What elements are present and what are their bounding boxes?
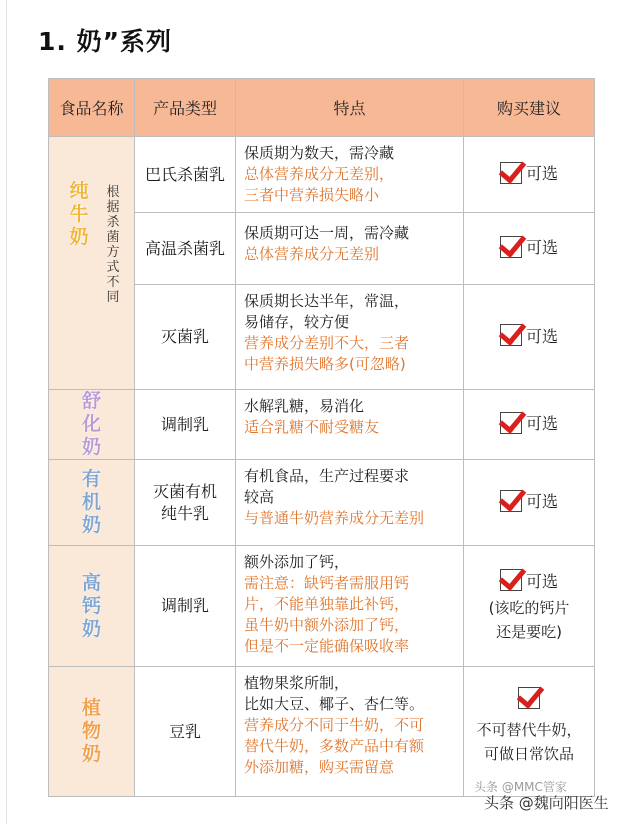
features-cell — [236, 460, 464, 546]
feature-line: 保质期可达一周，需冷藏 — [244, 224, 410, 242]
category-name-shuhua-milk: 舒化奶 — [81, 390, 101, 458]
page-left-rule — [6, 0, 7, 824]
advice-cell — [464, 137, 595, 213]
table-header-row — [49, 79, 595, 137]
header-advice: 购买建议 — [464, 79, 595, 137]
category-shuhua-milk — [49, 390, 135, 460]
features-cell — [236, 390, 464, 460]
advice-cell — [464, 460, 595, 546]
table-row — [49, 460, 595, 546]
feature-line: 水解乳糖，易消化 — [244, 397, 365, 415]
feature-highlight: 总体营养成分无差别 — [244, 245, 380, 263]
product-type: 豆乳 — [135, 667, 236, 797]
feature-highlight: 虽牛奶中额外添加了钙， — [244, 616, 410, 634]
features-cell — [236, 285, 464, 390]
advice-note: (该吃的钙片 — [488, 599, 570, 618]
advice-text: 可选 — [525, 414, 558, 434]
feature-line: 额外添加了钙， — [244, 553, 350, 571]
advice-text: 可选 — [525, 164, 558, 184]
feature-highlight: 营养成分不同于牛奶，不可 — [244, 716, 425, 734]
header-product-type: 产品类型 — [135, 79, 236, 137]
advice-text: 可选 — [525, 571, 558, 591]
check-icon — [500, 324, 522, 346]
advice-text: 可选 — [525, 492, 558, 512]
features-cell — [236, 546, 464, 667]
features-cell — [236, 213, 464, 285]
feature-line: 保质期长达半年，常温， — [244, 292, 410, 310]
feature-line: 易储存，较方便 — [244, 313, 350, 331]
header-food-name: 食品名称 — [49, 79, 135, 137]
author-credit: 头条 @魏向阳医生 — [484, 794, 609, 812]
feature-line: 保质期为数天，需冷藏 — [244, 144, 395, 162]
product-type: 调制乳 — [135, 546, 236, 667]
category-name-organic-milk: 有机奶 — [81, 468, 101, 536]
table-row — [49, 546, 595, 667]
product-type: 高温杀菌乳 — [135, 213, 236, 285]
advice-cell — [464, 667, 595, 797]
check-icon — [500, 569, 522, 591]
feature-highlight: 但是不一定能确保吸收率 — [244, 637, 410, 655]
table-row — [49, 667, 595, 797]
feature-line: 有机食品，生产过程要求 — [244, 467, 410, 485]
page-title: 1. 奶”系列 — [38, 27, 173, 56]
category-note-sterilization: 根据杀菌方式不同 — [106, 185, 120, 305]
product-type-line: 纯牛乳 — [160, 503, 209, 523]
feature-highlight: 需注意：缺钙者需服用钙 — [244, 574, 410, 592]
product-type-line: 灭菌有机 — [152, 481, 217, 501]
product-type: 调制乳 — [135, 390, 236, 460]
feature-highlight: 三者中营养损失略小 — [244, 186, 380, 204]
product-type — [135, 460, 236, 546]
feature-highlight: 片，不能单独靠此补钙， — [244, 595, 410, 613]
feature-line: 较高 — [244, 488, 275, 506]
advice-cell — [464, 546, 595, 667]
feature-highlight: 与普通牛奶营养成分无差别 — [244, 509, 425, 527]
header-features: 特点 — [236, 79, 464, 137]
advice-note: 可做日常饮品 — [483, 745, 574, 763]
advice-cell — [464, 285, 595, 390]
category-name-plant-milk: 植物奶 — [81, 697, 101, 765]
feature-line: 植物果浆所制， — [244, 674, 350, 692]
dairy-table-wrapper — [48, 78, 594, 797]
dairy-comparison-table — [48, 78, 595, 797]
feature-highlight: 中营养损失略多(可忽略) — [244, 355, 406, 373]
feature-highlight: 替代牛奶，多数产品中有额 — [244, 737, 425, 755]
advice-note: 还是要吃) — [496, 623, 562, 642]
advice-text: 可选 — [525, 238, 558, 258]
table-row — [49, 137, 595, 213]
feature-highlight: 适合乳糖不耐受糖友 — [244, 418, 380, 436]
feature-line: 比如大豆、椰子、杏仁等。 — [244, 695, 425, 713]
check-icon — [500, 162, 522, 184]
category-organic-milk — [49, 460, 135, 546]
advice-cell — [464, 390, 595, 460]
product-type: 巴氏杀菌乳 — [135, 137, 236, 213]
category-pure-milk — [49, 137, 135, 390]
product-type: 灭菌乳 — [135, 285, 236, 390]
check-icon — [500, 490, 522, 512]
category-calcium-milk — [49, 546, 135, 667]
watermark-text: 头条 @MMC管家 — [474, 780, 567, 794]
feature-highlight: 总体营养成分无差别， — [244, 165, 395, 183]
advice-note: 不可替代牛奶， — [476, 721, 582, 739]
check-icon — [500, 412, 522, 434]
category-name-calcium-milk: 高钙奶 — [81, 571, 101, 640]
features-cell — [236, 137, 464, 213]
features-cell — [236, 667, 464, 797]
advice-text: 可选 — [525, 326, 558, 346]
check-icon — [518, 687, 540, 709]
table-row — [49, 390, 595, 460]
category-name-pure-milk: 纯牛奶 — [69, 180, 89, 248]
feature-highlight: 营养成分差别不大，三者 — [244, 334, 410, 352]
advice-cell — [464, 213, 595, 285]
check-icon — [500, 236, 522, 258]
category-plant-milk — [49, 667, 135, 797]
feature-highlight: 外添加糖，购买需留意 — [244, 758, 395, 776]
